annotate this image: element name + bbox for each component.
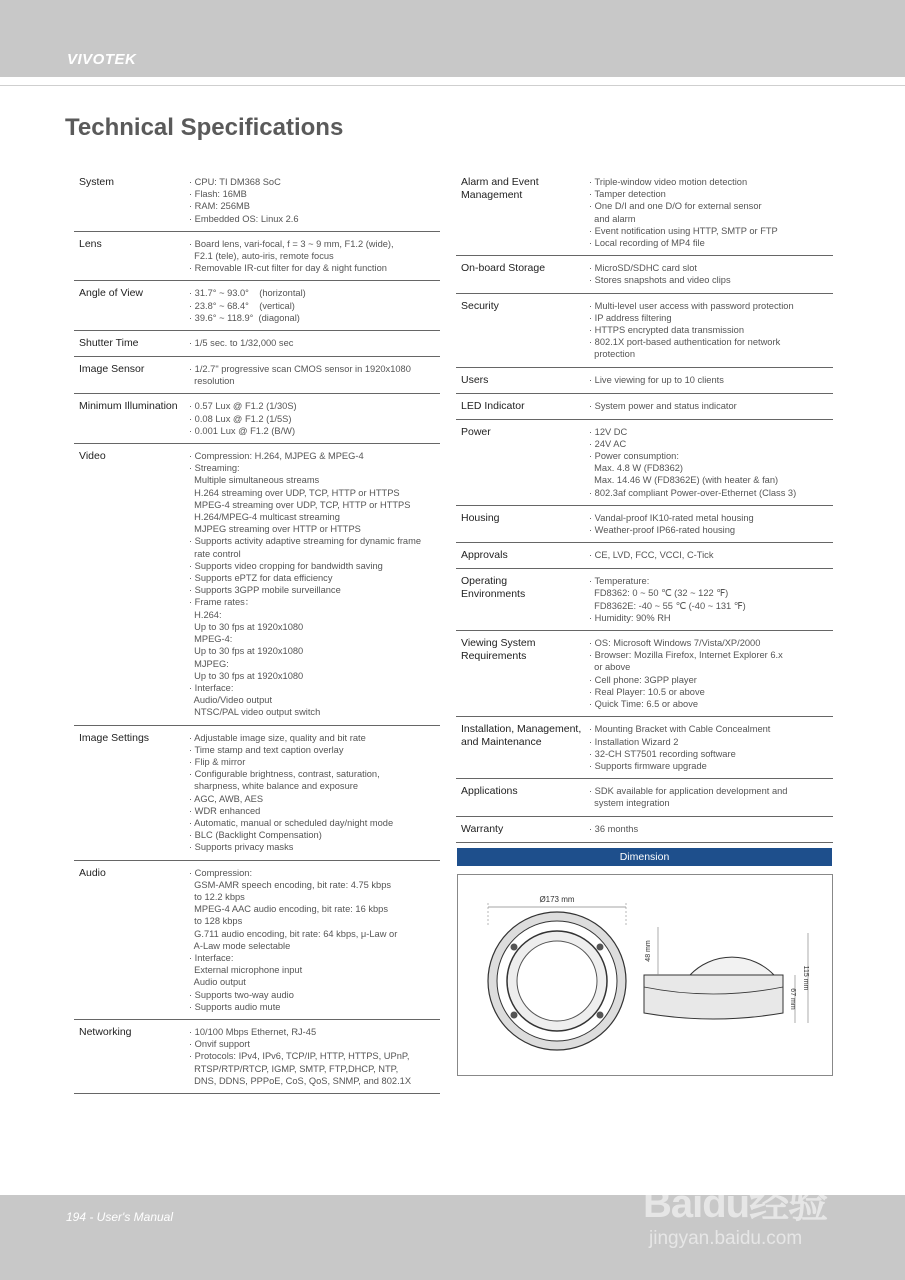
spec-value: · 0.08 Lux @ F1.2 (1/5S) [189, 413, 292, 424]
spec-values [589, 635, 833, 710]
spec-value: · CE, LVD, FCC, VCCI, C-Tick [589, 550, 714, 561]
spec-value: MJPEG streaming over HTTP or HTTPS [189, 524, 361, 535]
spec-label: On-board Storage [461, 262, 546, 275]
spec-values [589, 372, 833, 387]
spec-label: Networking [79, 1025, 132, 1038]
spec-value: MPEG-4: [189, 634, 233, 645]
spec-value: · Multi-level user access with password protection [589, 300, 794, 311]
spec-row [456, 817, 833, 843]
footer-page-label: 194 - User's Manual [66, 1210, 174, 1224]
spec-value: · Adjustable image size, quality and bit rate [189, 732, 366, 743]
spec-label: Angle of View [79, 287, 144, 300]
spec-row [74, 1020, 440, 1094]
watermark-url: jingyan.baidu.com [649, 1228, 803, 1249]
spec-value: GSM-AMR speech encoding, bit rate: 4.75 kbps [189, 879, 392, 890]
dimension-title: Dimension [457, 848, 832, 866]
spec-values [189, 174, 440, 225]
spec-value: · IP address filtering [589, 312, 672, 323]
spec-label: Alarm and Event Management [461, 176, 539, 201]
spec-label: Shutter Time [79, 337, 139, 350]
spec-value: · 0.57 Lux @ F1.2 (1/30S) [189, 401, 297, 412]
spec-value: · Supports ePTZ for data efficiency [189, 573, 333, 584]
spec-value: · 1/5 sec. to 1/32,000 sec [189, 338, 294, 349]
spec-value: · Supports two-way audio [189, 989, 294, 1000]
spec-value: · Supports activity adaptive streaming for dynamic frame [189, 536, 421, 547]
spec-label: Image Sensor [79, 363, 145, 376]
spec-value: F2.1 (tele), auto-iris, remote focus [189, 251, 334, 262]
spec-value: · Board lens, vari-focal, f = 3 ~ 9 mm, F1.2 (wide), [189, 238, 394, 249]
spec-value: · Time stamp and text caption overlay [189, 744, 344, 755]
spec-value: · 1/2.7" progressive scan CMOS sensor in 1920x1080 [189, 364, 411, 375]
spec-row [456, 394, 833, 420]
spec-value: H.264 streaming over UDP, TCP, HTTP or HTTPS [189, 487, 400, 498]
spec-value: · 31.7° ~ 93.0° (horizontal) [189, 288, 306, 299]
spec-value: Up to 30 fps at 1920x1080 [189, 670, 304, 681]
spec-value: Max. 14.46 W (FD8362E) (with heater & fan) [589, 475, 779, 486]
spec-value: · 10/100 Mbps Ethernet, RJ-45 [189, 1026, 317, 1037]
spec-value: resolution [189, 376, 235, 387]
spec-label: Minimum Illumination [79, 400, 178, 413]
spec-value: · Mounting Bracket with Cable Concealment [589, 724, 771, 735]
spec-value: · 802.3af compliant Power-over-Ethernet (Class 3) [589, 487, 797, 498]
spec-table-left [74, 170, 440, 1094]
spec-value: Up to 30 fps at 1920x1080 [189, 621, 304, 632]
spec-value: · Real Player: 10.5 or above [589, 686, 705, 697]
spec-row [456, 569, 833, 631]
spec-row [74, 394, 440, 444]
spec-value: · Supports 3GPP mobile surveillance [189, 585, 341, 596]
spec-label: Users [461, 373, 489, 386]
spec-values [589, 298, 833, 361]
spec-value: · Embedded OS: Linux 2.6 [189, 213, 299, 224]
spec-values [189, 448, 440, 718]
spec-value: · Browser: Mozilla Firefox, Internet Explorer 6.x [589, 650, 783, 661]
spec-values [589, 783, 833, 809]
spec-values [189, 730, 440, 854]
spec-value: · Interface: [189, 952, 234, 963]
spec-value: A-Law mode selectable [189, 940, 291, 951]
spec-value: FD8362E: -40 ~ 55 ℃ (-40 ~ 131 ℉) [589, 600, 746, 611]
spec-value: · Quick Time: 6.5 or above [589, 699, 699, 710]
spec-value: Up to 30 fps at 1920x1080 [189, 646, 304, 657]
spec-value: · Temperature: [589, 576, 650, 587]
dome-height-label: 48 mm [645, 940, 652, 962]
spec-value: · System power and status indicator [589, 400, 737, 411]
spec-value: · Frame rates： [189, 597, 255, 608]
page-title: Technical Specifications [65, 114, 344, 141]
watermark [643, 1140, 853, 1270]
spec-value: · 36 months [589, 823, 639, 834]
spec-values [589, 260, 833, 286]
spec-values [189, 398, 440, 437]
lens-window [517, 941, 597, 1021]
spec-values [589, 424, 833, 499]
spec-value: system integration [589, 798, 670, 809]
spec-value: · Local recording of MP4 file [589, 238, 705, 249]
spec-value: · Interface: [189, 682, 234, 693]
spec-label: LED Indicator [461, 399, 525, 412]
spec-value: · AGC, AWB, AES [189, 793, 264, 804]
spec-label: Security [461, 299, 499, 312]
spec-values [589, 573, 833, 624]
header-divider [0, 85, 905, 86]
spec-row [74, 170, 440, 232]
spec-row [74, 281, 440, 331]
spec-value: · Onvif support [189, 1039, 250, 1050]
spec-value: · Supports audio mute [189, 1001, 281, 1012]
spec-value: · WDR enhanced [189, 805, 261, 816]
total-height-label: 115 mm [802, 965, 809, 991]
spec-value: · HTTPS encrypted data transmission [589, 325, 745, 336]
spec-label: Viewing System Requirements [461, 637, 536, 663]
base-height-label: 67 mm [789, 988, 796, 1010]
spec-value: · Removable IR-cut filter for day & night function [189, 263, 387, 274]
spec-row [456, 368, 833, 394]
spec-value: · 39.6° ~ 118.9° (diagonal) [189, 312, 300, 323]
spec-row [456, 506, 833, 543]
spec-values [589, 547, 833, 562]
spec-value: · 23.8° ~ 68.4° (vertical) [189, 300, 295, 311]
spec-value: · MicroSD/SDHC card slot [589, 263, 697, 274]
spec-value: to 12.2 kbps [189, 891, 245, 902]
spec-value: · Tamper detection [589, 189, 666, 200]
spec-value: sharpness, white balance and exposure [189, 781, 359, 792]
spec-value: · Supports privacy masks [189, 842, 294, 853]
spec-row [74, 726, 440, 861]
spec-value: · Automatic, manual or scheduled day/night mode [189, 817, 394, 828]
spec-row [456, 543, 833, 569]
spec-value: Max. 4.8 W (FD8362) [589, 463, 684, 474]
side-dome [690, 957, 774, 975]
spec-values [189, 865, 440, 1013]
spec-label: Approvals [461, 549, 508, 562]
spec-value: · Installation Wizard 2 [589, 736, 679, 747]
spec-value: NTSC/PAL video output switch [189, 707, 321, 718]
spec-value: MPEG-4 AAC audio encoding, bit rate: 16 kbps [189, 904, 388, 915]
spec-value: · 12V DC [589, 426, 628, 437]
spec-values [189, 285, 440, 324]
spec-value: DNS, DDNS, PPPoE, CoS, QoS, SNMP, and 802.1X [189, 1075, 412, 1086]
spec-label: Installation, Management, and Maintenance [461, 723, 582, 749]
spec-row [456, 779, 833, 816]
spec-label: Warranty [461, 822, 504, 835]
spec-values [589, 821, 833, 836]
spec-row [74, 444, 440, 725]
spec-values [589, 721, 833, 772]
spec-value: · 802.1X port-based authentication for network [589, 337, 781, 348]
spec-value: · Weather-proof IP66-rated housing [589, 525, 736, 536]
screw-icon [597, 944, 604, 951]
spec-value: · Cell phone: 3GPP player [589, 674, 697, 685]
spec-value: Audio/Video output [189, 695, 273, 706]
spec-table-right [456, 170, 833, 843]
spec-label: Lens [79, 237, 102, 250]
spec-value: · 0.001 Lux @ F1.2 (B/W) [189, 425, 296, 436]
spec-value: · Protocols: IPv4, IPv6, TCP/IP, HTTP, HTTPS, UPnP, [189, 1051, 410, 1062]
spec-value: · BLC (Backlight Compensation) [189, 830, 322, 841]
spec-value: · RAM: 256MB [189, 201, 250, 212]
spec-value: · Streaming: [189, 463, 240, 474]
spec-value: and alarm [589, 213, 636, 224]
spec-value: · OS: Microsoft Windows 7/Vista/XP/2000 [589, 638, 761, 649]
spec-row [456, 420, 833, 506]
spec-value: · One D/I and one D/O for external sensor [589, 201, 762, 212]
spec-row [456, 170, 833, 256]
spec-row [456, 717, 833, 779]
spec-row [74, 861, 440, 1020]
screw-icon [511, 944, 518, 951]
screw-icon [511, 1012, 518, 1019]
spec-value: · Humidity: 90% RH [589, 612, 671, 623]
spec-value: · Triple-window video motion detection [589, 177, 748, 187]
spec-value: · Power consumption: [589, 451, 679, 462]
spec-value: · CPU: TI DM368 SoC [189, 177, 281, 187]
spec-values [189, 1024, 440, 1087]
brand-logo: VIVOTEK [67, 51, 137, 68]
spec-row [456, 256, 833, 293]
spec-value: G.711 audio encoding, bit rate: 64 kbps, μ-Law or [189, 928, 398, 939]
spec-value: · Stores snapshots and video clips [589, 275, 731, 286]
spec-value: · Flip & mirror [189, 756, 246, 767]
diameter-label: Ø173 mm [539, 895, 575, 904]
spec-value: to 128 kbps [189, 916, 243, 927]
spec-value: · Compression: [189, 867, 253, 878]
spec-value: or above [589, 662, 631, 673]
spec-value: rate control [189, 548, 241, 559]
spec-value: · Live viewing for up to 10 clients [589, 374, 724, 385]
spec-values [589, 174, 833, 249]
spec-values [589, 398, 833, 413]
spec-value: MJPEG: [189, 658, 229, 669]
spec-value: External microphone input [189, 965, 303, 976]
spec-values [189, 361, 440, 387]
spec-values [189, 236, 440, 275]
spec-value: H.264: [189, 609, 222, 620]
spec-value: · Vandal-proof IK10-rated metal housing [589, 512, 754, 523]
dimension-diagram [458, 875, 832, 1075]
spec-row [456, 631, 833, 717]
spec-label: Video [79, 450, 106, 463]
spec-value: Multiple simultaneous streams [189, 475, 320, 486]
spec-values [589, 510, 833, 536]
spec-label: Image Settings [79, 731, 150, 744]
watermark-logo: Baidu经验 [643, 1182, 828, 1226]
spec-value: · Supports firmware upgrade [589, 760, 707, 771]
spec-value: H.264/MPEG-4 multicast streaming [189, 512, 340, 523]
spec-value: · 24V AC [589, 438, 627, 449]
spec-label: Applications [461, 785, 518, 798]
dimension-drawing [457, 874, 833, 1076]
spec-value: protection [589, 349, 635, 360]
spec-values [189, 335, 440, 350]
screw-icon [597, 1012, 604, 1019]
spec-value: MPEG-4 streaming over UDP, TCP, HTTP or HTTPS [189, 499, 411, 510]
spec-row [74, 331, 440, 357]
spec-label: System [79, 176, 115, 188]
spec-row [456, 294, 833, 368]
spec-value: · Compression: H.264, MJPEG & MPEG-4 [189, 451, 364, 462]
spec-label: Power [461, 425, 491, 438]
spec-value: · Event notification using HTTP, SMTP or FTP [589, 225, 778, 236]
spec-label: Audio [79, 866, 106, 879]
spec-value: FD8362: 0 ~ 50 ℃ (32 ~ 122 ℉) [589, 588, 729, 599]
side-base [644, 975, 783, 1019]
spec-value: · Configurable brightness, contrast, saturation, [189, 769, 380, 780]
spec-row [74, 232, 440, 282]
spec-value: · Flash: 16MB [189, 189, 247, 200]
spec-label: Operating Environments [461, 575, 526, 601]
spec-row [74, 357, 440, 394]
spec-value: · SDK available for application development and [589, 786, 788, 797]
spec-value: · Supports video cropping for bandwidth saving [189, 560, 383, 571]
spec-label: Housing [461, 511, 500, 524]
spec-value: · 32-CH ST7501 recording software [589, 748, 736, 759]
spec-value: Audio output [189, 977, 246, 988]
spec-value: RTSP/RTP/RTCP, IGMP, SMTP, FTP,DHCP, NTP, [189, 1063, 399, 1074]
